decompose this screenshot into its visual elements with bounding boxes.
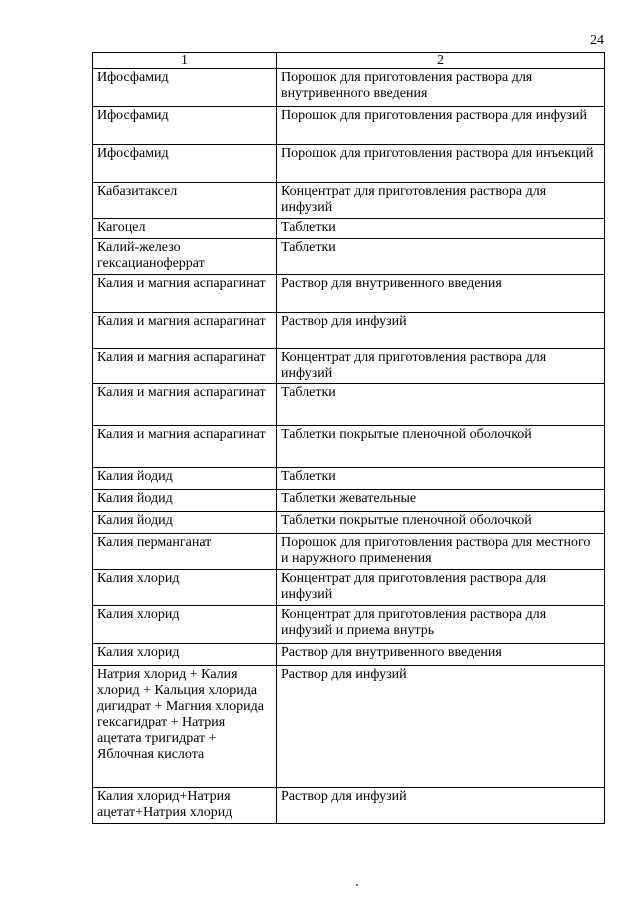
dosage-form-cell: Таблетки [277, 239, 605, 275]
drug-forms-table [92, 52, 605, 824]
dosage-form-cell: Концентрат для приготовления раствора для инфузий [277, 349, 605, 384]
dosage-form-cell: Раствор для инфузий [277, 666, 605, 788]
page-number: 24 [590, 33, 604, 48]
dosage-form-cell: Раствор для внутривенного введения [277, 275, 605, 313]
column-header-1: 1 [93, 53, 277, 69]
table-row [93, 534, 605, 570]
dosage-form-cell: Порошок для приготовления раствора для инъекций [277, 145, 605, 183]
table-row [93, 666, 605, 788]
drug-name-cell: Кагоцел [93, 219, 277, 239]
drug-name-cell: Калия и магния аспарагинат [93, 426, 277, 468]
table-header-row [93, 53, 605, 69]
table-row [93, 468, 605, 490]
table-row [93, 490, 605, 512]
dosage-form-cell: Таблетки [277, 384, 605, 426]
dosage-form-cell: Таблетки покрытые пленочной оболочкой [277, 426, 605, 468]
drug-name-cell: Калия хлорид+Натрия ацетат+Натрия хлорид [93, 788, 277, 824]
table-row [93, 219, 605, 239]
table-row [93, 426, 605, 468]
table-row [93, 313, 605, 349]
drug-name-cell: Калия и магния аспарагинат [93, 275, 277, 313]
drug-name-cell: Калия йодид [93, 490, 277, 512]
drug-name-cell: Калия и магния аспарагинат [93, 313, 277, 349]
dosage-form-cell: Таблетки [277, 468, 605, 490]
drug-name-cell: Натрия хлорид + Калия хлорид + Кальция хлорида дигидрат + Магния хлорида гексагидрат + Натрия ацетата тригидрат + Яблочная кислота [93, 666, 277, 788]
dosage-form-cell: Таблетки покрытые пленочной оболочкой [277, 512, 605, 534]
dosage-form-cell: Раствор для инфузий [277, 788, 605, 824]
drug-name-cell: Кабазитаксел [93, 183, 277, 219]
table-row [93, 275, 605, 313]
table-body [93, 69, 605, 824]
table-row [93, 107, 605, 145]
table-row [93, 145, 605, 183]
drug-name-cell: Ифосфамид [93, 145, 277, 183]
dosage-form-cell: Таблетки жевательные [277, 490, 605, 512]
drug-name-cell: Калия йодид [93, 512, 277, 534]
dosage-form-cell: Раствор для инфузий [277, 313, 605, 349]
table-row [93, 788, 605, 824]
drug-name-cell: Ифосфамид [93, 107, 277, 145]
table-row [93, 183, 605, 219]
table-row [93, 512, 605, 534]
dosage-form-cell: Раствор для внутривенного введения [277, 644, 605, 666]
table-row [93, 69, 605, 107]
drug-name-cell: Калий-железо гексацианоферрат [93, 239, 277, 275]
column-header-2: 2 [277, 53, 605, 69]
table-row [93, 384, 605, 426]
dosage-form-cell: Порошок для приготовления раствора для инфузий [277, 107, 605, 145]
drug-name-cell: Калия хлорид [93, 606, 277, 644]
table-row [93, 644, 605, 666]
drug-name-cell: Калия хлорид [93, 570, 277, 606]
footer-dot [356, 884, 358, 886]
dosage-form-cell: Порошок для приготовления раствора для местного и наружного применения [277, 534, 605, 570]
table-row [93, 606, 605, 644]
drug-name-cell: Калия хлорид [93, 644, 277, 666]
drug-name-cell: Калия перманганат [93, 534, 277, 570]
dosage-form-cell: Порошок для приготовления раствора для внутривенного введения [277, 69, 605, 107]
dosage-form-cell: Таблетки [277, 219, 605, 239]
drug-name-cell: Калия и магния аспарагинат [93, 349, 277, 384]
drug-name-cell: Ифосфамид [93, 69, 277, 107]
table-row [93, 349, 605, 384]
dosage-form-cell: Концентрат для приготовления раствора для инфузий [277, 183, 605, 219]
table-row [93, 570, 605, 606]
dosage-form-cell: Концентрат для приготовления раствора для инфузий и приема внутрь [277, 606, 605, 644]
table-row [93, 239, 605, 275]
drug-name-cell: Калия йодид [93, 468, 277, 490]
drug-name-cell: Калия и магния аспарагинат [93, 384, 277, 426]
dosage-form-cell: Концентрат для приготовления раствора для инфузий [277, 570, 605, 606]
